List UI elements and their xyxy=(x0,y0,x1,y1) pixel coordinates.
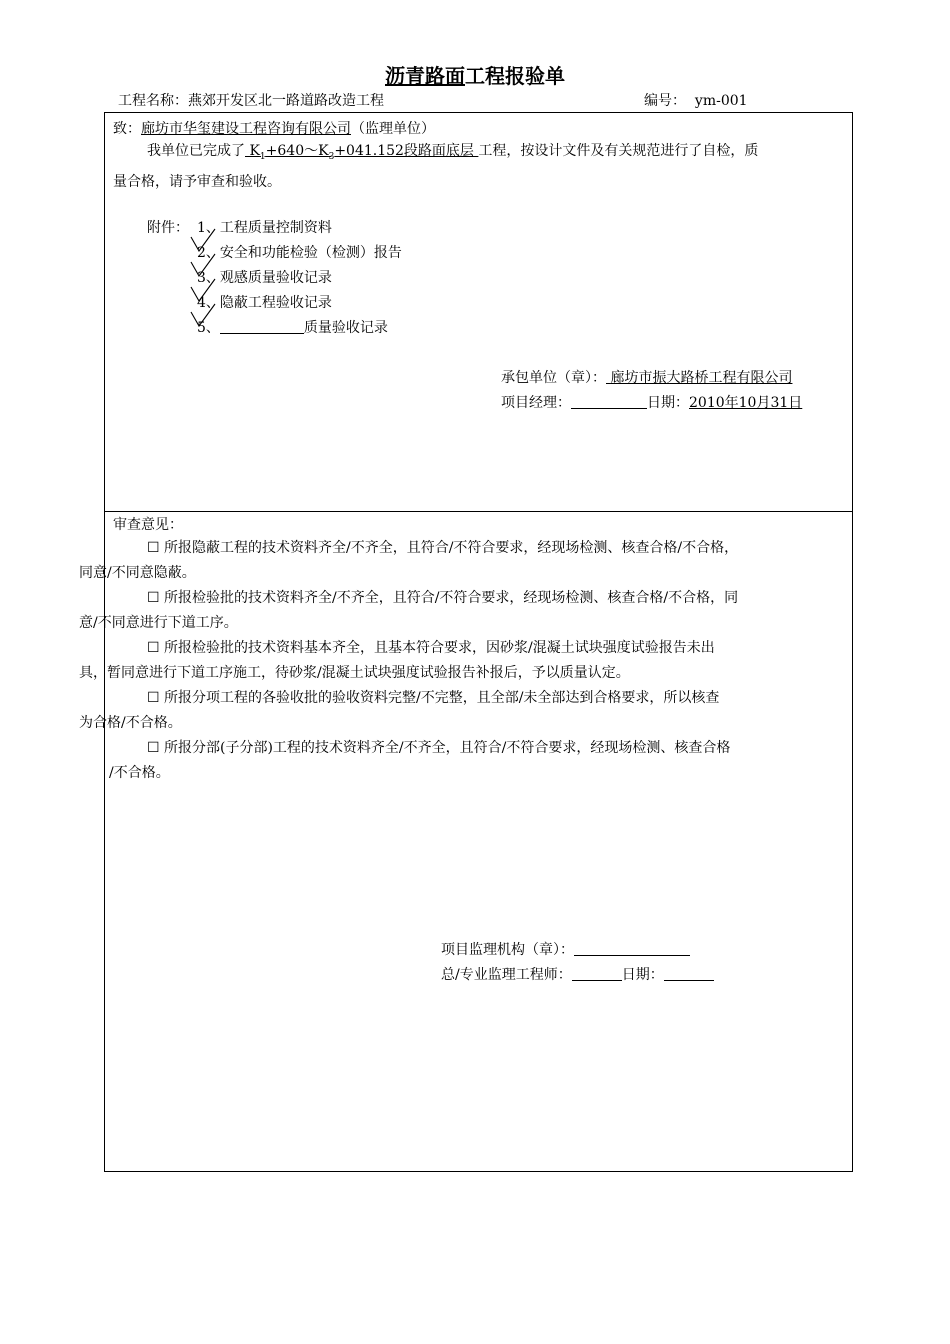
project-name: 燕郊开发区北一路道路改造工程 xyxy=(188,93,384,109)
work-item: $K_1+640\sim K_3+041.152$段路面底层 xyxy=(245,143,479,162)
engineer-label: 总/专业监理工程师： xyxy=(441,967,572,983)
option-line2: 具，暂同意进行下道工序施工，待砂浆/混凝土试块强度试验报告补报后，予以质量认定。 xyxy=(79,665,630,681)
org-label: 项目监理机构（章）： xyxy=(441,942,574,958)
date-label: 日期： xyxy=(647,395,689,411)
to-label: 致： xyxy=(113,121,141,137)
review-label: 审查意见： xyxy=(113,517,183,533)
manager-label: 项目经理： xyxy=(501,395,571,411)
attachment-text: 观感质量验收记录 xyxy=(219,270,332,286)
contractor-name: 廊坊市振大路桥工程有限公司 xyxy=(610,370,793,386)
title-rest: 工程报验单 xyxy=(465,64,565,88)
review-date-blank xyxy=(664,966,714,981)
option-line1: ☐ 所报隐蔽工程的技术资料齐全/不齐全，且符合/不符合要求，经现场检测、核查合格/不合格， xyxy=(147,540,739,556)
attachment-item-5 xyxy=(197,317,388,337)
document-number-line xyxy=(644,90,748,110)
attachment-item-2 xyxy=(197,242,402,262)
attachments-label: 附件： xyxy=(147,220,189,236)
title-underlined: 沥青路面 xyxy=(385,64,465,88)
review-option-4 xyxy=(79,686,845,736)
option-line1: ☐ 所报分部(子分部)工程的技术资料齐全/不齐全，且符合/不符合要求，经现场检测、核查合格 xyxy=(147,740,731,756)
page-title xyxy=(0,60,950,89)
option-line2: 为合格/不合格。 xyxy=(79,715,182,731)
submission-body xyxy=(113,139,845,195)
option-line2: 意/不同意进行下道工序。 xyxy=(79,615,238,631)
option-line1: ☐ 所报分项工程的各验收批的验收资料完整/不完整，且全部/未全部达到合格要求，所以核查 xyxy=(147,690,720,706)
blank-underline xyxy=(220,319,304,334)
supervisor-unit: 廊坊市华玺建设工程咨询有限公司 xyxy=(141,121,351,137)
review-option-2 xyxy=(79,586,845,636)
attachment-no: 4、 xyxy=(197,295,220,311)
option-line1: ☐ 所报检验批的技术资料基本齐全，且基本符合要求，因砂浆/混凝土试块强度试验报告未出 xyxy=(147,640,715,656)
document-number: ym-001 xyxy=(694,93,748,109)
attachment-no: 2、 xyxy=(197,245,220,261)
attachment-text: 安全和功能检验（检测）报告 xyxy=(219,245,402,261)
manager-date-line xyxy=(501,392,802,412)
contractor-label: 承包单位（章）： xyxy=(501,370,606,386)
addressee-line xyxy=(113,118,435,138)
review-option-3 xyxy=(79,636,845,686)
review-option-1 xyxy=(79,536,845,586)
project-name-line xyxy=(118,90,384,110)
org-blank xyxy=(574,941,690,956)
review-date-label: 日期： xyxy=(621,967,664,983)
supervision-org-line xyxy=(441,939,690,959)
engineer-blank xyxy=(572,966,622,981)
engineer-date-line xyxy=(441,964,714,984)
body-prefix: 我单位已完成了 xyxy=(147,143,245,159)
attachment-text: 质量验收记录 xyxy=(303,320,388,336)
attachment-no: 3、 xyxy=(197,270,220,286)
contractor-line xyxy=(501,367,792,387)
attachment-no: 5、 xyxy=(197,320,220,336)
review-option-5 xyxy=(109,736,845,786)
option-line2: /不合格。 xyxy=(109,765,170,781)
check-mark-icon xyxy=(189,300,219,330)
submission-section xyxy=(104,112,853,512)
number-label: 编号： xyxy=(644,93,686,109)
contractor-name-wrap xyxy=(606,370,792,386)
attachment-text: 工程质量控制资料 xyxy=(219,220,332,236)
body-suffix-1: 工程，按设计文件及有关规范进行了自检，质 xyxy=(478,143,759,159)
review-section xyxy=(79,511,853,1172)
body-suffix-2: 量合格，请予审查和验收。 xyxy=(113,173,281,190)
supervisor-suffix: （监理单位） xyxy=(351,121,435,137)
attachment-text: 隐蔽工程验收记录 xyxy=(219,295,332,311)
attachment-no: 1、 xyxy=(197,220,220,236)
option-line1: ☐ 所报检验批的技术资料齐全/不齐全，且符合/不符合要求，经现场检测、核查合格/不合格，同 xyxy=(147,590,739,606)
option-line2: 同意/不同意隐蔽。 xyxy=(79,565,196,581)
submission-date: 2010年10月31日 xyxy=(689,395,803,411)
manager-blank xyxy=(571,394,647,409)
project-label: 工程名称： xyxy=(118,93,188,109)
